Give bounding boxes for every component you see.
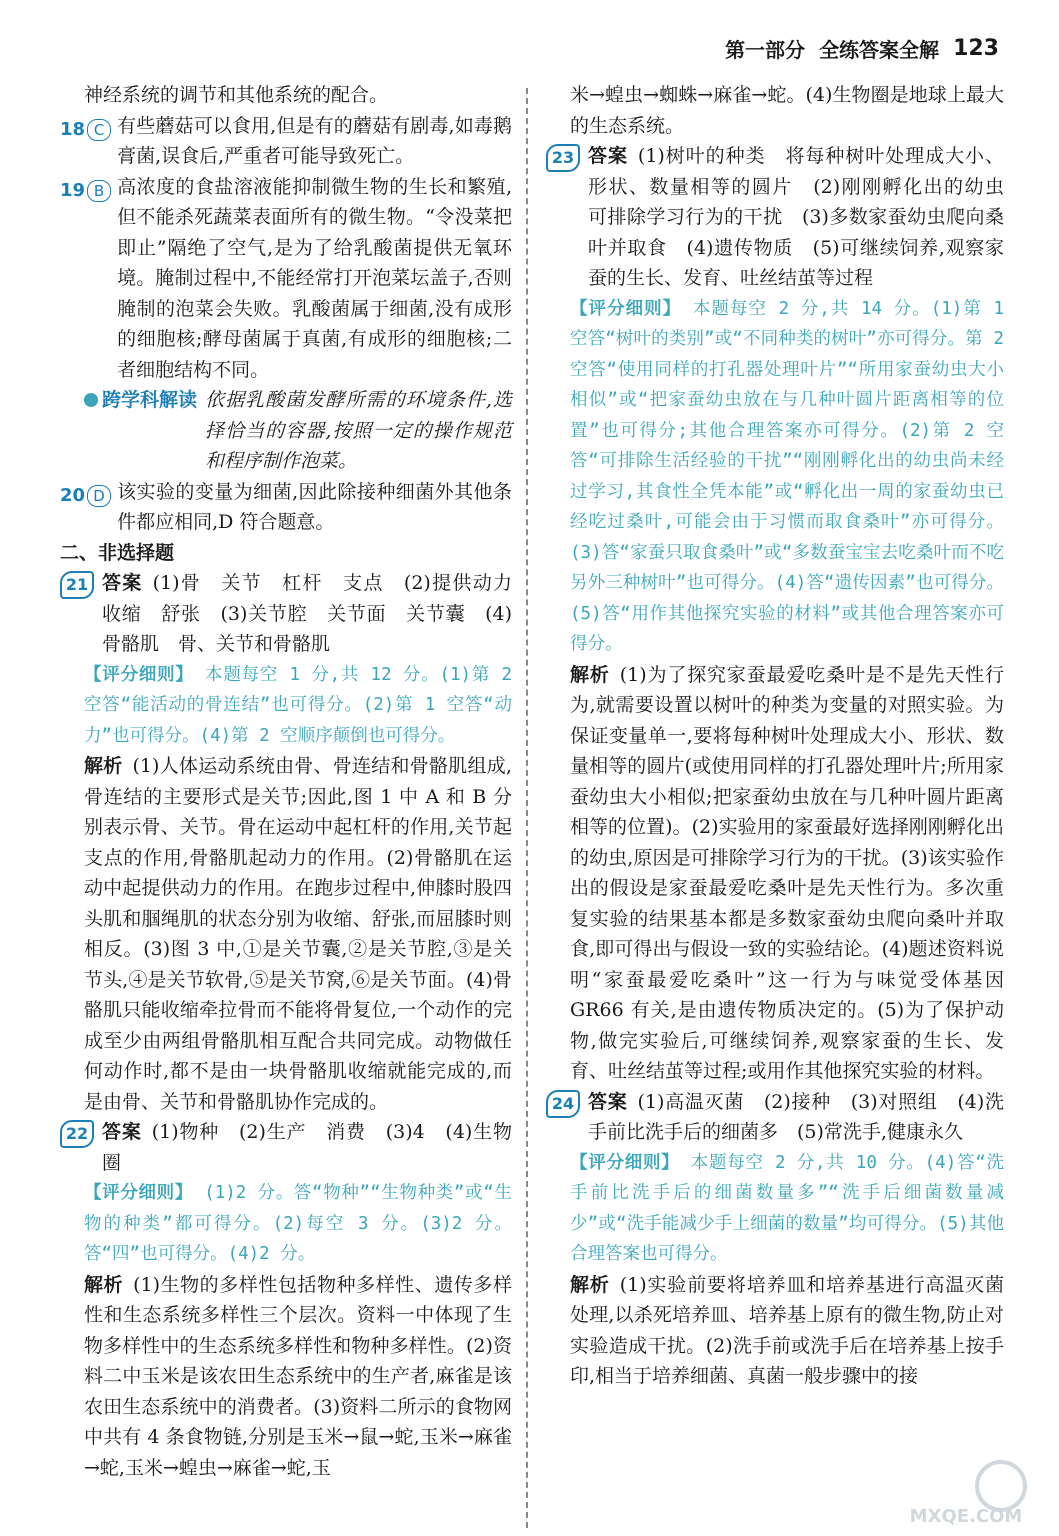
watermark-text: MXQE.COM	[909, 1506, 1023, 1527]
analysis-22: 解析 (1)生物的多样性包括物种多样性、遗传多样性和生态系统多样性三个层次。资料一中体现了生物多样性中的生态系统多样性和物种多样性。(2)资料二中玉米是该农田生态系统中的生产者,麻雀是该农田生态系统中的消费者。(3)资料二所示的食物网中共有 4 条食物链,分别是玉米→鼠→蛇,玉米→麻雀→蛇,玉米→蝗虫→麻雀→蛇,玉	[84, 1273, 512, 1479]
continued-text: 神经系统的调节和其他系统的配合。	[84, 84, 389, 106]
right-column	[546, 80, 1024, 1392]
left-column	[60, 80, 532, 1483]
question-23	[546, 141, 1024, 294]
option-badge: C	[87, 119, 111, 141]
answer-text: (1)骨 关节 杠杆 支点 (2)提供动力 收缩 舒张 (3)关节腔 关节面 关节囊 (4)骨骼肌 骨、关节和骨骼肌	[102, 572, 532, 655]
question-number: 19 B	[60, 176, 111, 207]
question-number-badge: 23	[546, 144, 580, 172]
question-text: 该实验的变量为细菌,因此除接种细菌外其他条件都应相同,D 符合题意。	[117, 480, 512, 533]
option-badge: B	[87, 180, 111, 202]
question-18	[60, 111, 512, 172]
cross-discipline-note	[60, 385, 512, 477]
question-22	[60, 1117, 512, 1178]
rubric-23: 【评分细则】 本题每空 2 分,共 14 分。(1)第 1 空答“树叶的类别”或“不同种类的树叶”亦可得分。第 2 空答“使用同样的打孔器处理叶片”“所用家蚕幼虫大小相似”或“把家蚕幼虫放在与几种叶圆片距离相等的位置”也可得分;其他合理答案亦可得分。(2)第 2 空答“可排除生活经验的干扰”“刚刚孵化出的幼虫尚未经过学习,其食性全凭本能”或“孵化出一周的家蚕幼虫已经吃过桑叶,可能会由于习惯而取食桑叶”亦可得分。(3)答“家蚕只取食桑叶”或“多数蚕宝宝去吃桑叶而不吃另外三种树叶”也可得分。(4)答“遗传因素”也可得分。(5)答“用作其他探究实验的材料”或其他合理答案亦可得分。	[570, 298, 1005, 654]
question-number: 20 D	[60, 481, 111, 512]
answer-text: (1)树叶的种类 将每种树叶处理成大小、形状、数量相等的圆片 (2)刚刚孵化出的幼虫 可排除学习行为的干扰 (3)多数家蚕幼虫爬向桑叶并取食 (4)遗传物质 (5)可继续饲养,观察家蚕的生长、发育、吐丝结茧等过程	[588, 145, 1024, 289]
analysis-24: 解析 (1)实验前要将培养皿和培养基进行高温灭菌处理,以杀死培养皿、培养基上原有的微生物,防止对实验造成干扰。(2)洗手前或洗手后在培养基上按手印,相当于培养细菌、真菌一般步骤中的接	[570, 1273, 1004, 1387]
rubric-22: 【评分细则】 (1)2 分。答“物种”“生物种类”或“生物的种类”都可得分。(2)每空 3 分。(3)2 分。答“四”也可得分。(4)2 分。	[84, 1183, 512, 1264]
cross-discipline-icon: 跨学科解读	[84, 385, 197, 416]
question-20	[60, 477, 512, 538]
question-19	[60, 172, 512, 386]
header-title: 全练答案全解	[819, 37, 940, 62]
question-number-badge: 21	[60, 571, 94, 599]
answer-label: 答案	[102, 1121, 142, 1143]
page-number: 123	[953, 35, 999, 61]
question-24	[546, 1087, 1004, 1148]
answer-text: (1)物种 (2)生产 消费 (3)4 (4)生物圈	[102, 1121, 512, 1174]
answer-label: 答案	[588, 145, 628, 167]
question-number: 18 C	[60, 115, 111, 146]
answer-label: 答案	[588, 1090, 628, 1113]
question-number-badge: 24	[546, 1090, 580, 1118]
question-number-badge: 22	[60, 1120, 94, 1148]
header-part: 第一部分	[725, 37, 806, 62]
rubric-24: 【评分细则】 本题每空 2 分,共 10 分。(4)答“洗手前比洗手后的细菌数量多”“洗手后细菌数量减少”或“洗手能减少手上细菌的数量”均可得分。(5)其他合理答案也可得分。	[570, 1152, 1005, 1264]
watermark-stamp	[891, 1458, 1041, 1528]
answer-text: (1)高温灭菌 (2)接种 (3)对照组 (4)洗手前比洗手后的细菌多 (5)常洗手,健康永久	[588, 1090, 1004, 1143]
cross-discipline-text: 依据乳酸菌发酵所需的环境条件,选择恰当的容器,按照一定的操作规范和程序制作泡菜。	[205, 389, 512, 472]
option-badge: D	[87, 485, 111, 507]
analysis-21: 解析 (1)人体运动系统由骨、骨连结和骨骼肌组成,骨连结的主要形式是关节;因此,图 1 中 A 和 B 分别表示骨、关节。骨在运动中起杠杆的作用,关节起支点的作用,骨骼肌起动力的作用。(2)骨骼肌在运动中起提供动力的作用。在跑步过程中,伸膝时股四头肌和腘绳肌的状态分别为收缩、舒张,而屈膝时则相反。(3)图 3 中,①是关节囊,②是关节腔,③是关节头,④是关节软骨,⑤是关节窝,⑥是关节面。(4)骨骼肌只能收缩牵拉骨而不能将骨复位,一个动作的完成至少由两组骨骼肌相互配合共同完成。动物做任何动作时,都不是由一块骨骼肌收缩就能完成的,而是由骨、关节和骨骼肌协作完成的。	[84, 755, 512, 1113]
question-text: 有些蘑菇可以食用,但是有的蘑菇有剧毒,如毒鹅膏菌,误食后,严重者可能导致死亡。	[117, 114, 512, 167]
answer-label: 答案	[102, 572, 143, 594]
continued-text: 米→蝗虫→蜘蛛→麻雀→蛇。(4)生物圈是地球上最大的生态系统。	[570, 84, 1004, 137]
question-21	[60, 568, 532, 660]
column-divider	[526, 88, 528, 1528]
analysis-23: 解析 (1)为了探究家蚕最爱吃桑叶是不是先天性行为,就需要设置以树叶的种类为变量的对照实验。为保证变量单一,要将每种树叶处理成大小、形状、数量相等的圆片(或使用同样的打孔器处理叶片;所用家蚕幼虫大小相似;把家蚕幼虫放在与几种叶圆片距离相等的位置)。(2)实验用的家蚕最好选择刚刚孵化出的幼虫,原因是可排除学习行为的干扰。(3)该实验作出的假设是家蚕最爱吃桑叶是先天性行为。多次重复实验的结果基本都是多数家蚕幼虫爬向桑叶并取食,即可得出与假设一致的实验结论。(4)题述资料说明“家蚕最爱吃桑叶”这一行为与味觉受体基因 GR66 有关,是由遗传物质决定的。(5)为了保护动物,做完实验后,可继续饲养,观察家蚕的生长、发育、吐丝结茧等过程;或用作其他探究实验的材料。	[570, 663, 1004, 1082]
rubric-21: 【评分细则】 本题每空 1 分,共 12 分。(1)第 2 空答“能活动的骨连结”也可得分。(2)第 1 空答“动力”也可得分。(4)第 2 空顺序颠倒也可得分。	[84, 664, 513, 746]
page-header	[725, 28, 999, 68]
question-text: 高浓度的食盐溶液能抑制微生物的生长和繁殖,但不能杀死蔬菜表面所有的微生物。“令没菜把即止”隔绝了空气,是为了给乳酸菌提供无氧环境。腌制过程中,不能经常打开泡菜坛盖子,否则腌制的泡菜会失败。乳酸菌属于细菌,没有成形的细胞核;酵母菌属于真菌,有成形的细胞核;二者细胞结构不同。	[117, 175, 512, 381]
section-heading: 二、非选择题	[60, 541, 175, 564]
